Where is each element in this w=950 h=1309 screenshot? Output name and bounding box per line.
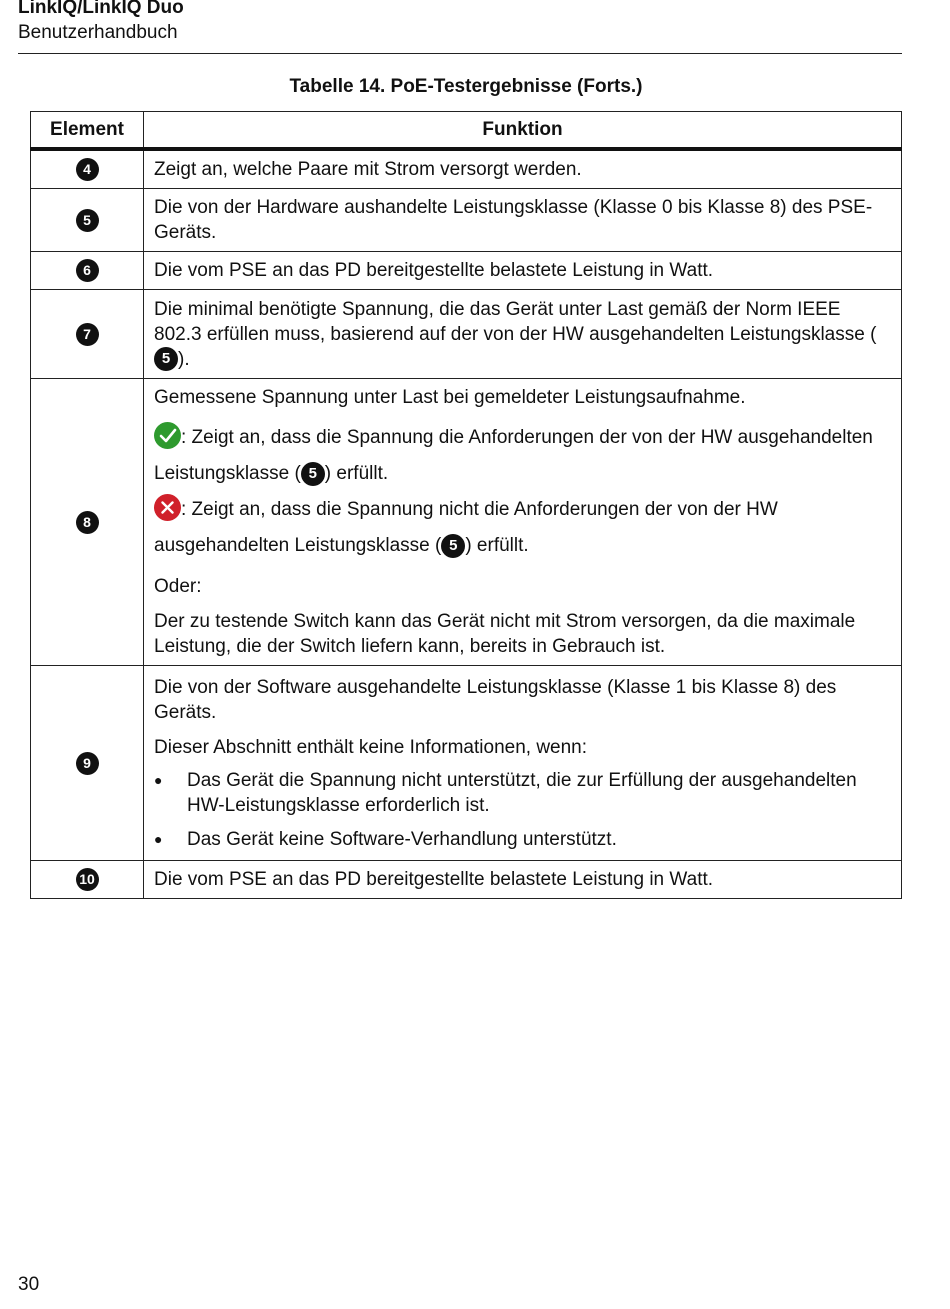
table-row (31, 252, 902, 290)
column-header-funktion: Funktion (144, 112, 902, 150)
element-cell (31, 379, 144, 666)
document-title: LinkIQ/LinkIQ Duo (18, 0, 184, 18)
element-cell (31, 290, 144, 379)
fail-text: ) erfüllt. (465, 535, 529, 556)
x-circle-icon (154, 494, 181, 521)
function-cell: Die vom PSE an das PD bereitgestellte belastete Leistung in Watt. (144, 252, 902, 290)
table-header-row (31, 112, 902, 150)
poe-results-table (30, 111, 902, 899)
pass-text: ) erfüllt. (324, 463, 389, 484)
table-caption: Tabelle 14. PoE-Testergebnisse (Forts.) (289, 76, 643, 97)
check-circle-icon (154, 422, 181, 449)
list-item: ● Das Gerät keine Software-Verhandlung unterstützt. (154, 827, 893, 852)
function-paragraph: Oder: (154, 576, 202, 597)
element-number-badge: 6 (76, 259, 99, 282)
list-item: ● Das Gerät die Spannung nicht unterstützt, die zur Erfüllung der ausgehandelten HW-Leistungsklasse erforderlich ist. (154, 768, 893, 818)
element-number-badge: 8 (76, 511, 99, 534)
pass-indicator-paragraph (154, 420, 893, 492)
table-row (31, 149, 902, 189)
reference-badge: 5 (301, 462, 325, 486)
function-cell: Zeigt an, welche Paare mit Strom versorgt werden. (144, 149, 902, 189)
table-row (31, 379, 902, 666)
function-paragraph: Die von der Software ausgehandelte Leistungsklasse (Klasse 1 bis Klasse 8) des Geräts. (154, 676, 837, 723)
function-cell (144, 379, 902, 666)
header-rule (18, 53, 902, 54)
element-cell (31, 861, 144, 899)
function-paragraph: Gemessene Spannung unter Last bei gemeldeter Leistungsaufnahme. (154, 387, 746, 408)
reference-badge: 5 (154, 347, 178, 371)
reference-badge: 5 (441, 534, 465, 558)
table-row (31, 189, 902, 252)
element-number-badge: 4 (76, 158, 99, 181)
element-number-badge: 7 (76, 323, 99, 346)
table-row (31, 666, 902, 861)
element-number-badge: 5 (76, 209, 99, 232)
element-cell (31, 189, 144, 252)
column-header-element: Element (31, 112, 144, 150)
element-cell (31, 666, 144, 861)
function-text: Die minimal benötigte Spannung, die das Gerät unter Last gemäß der Norm IEEE 802.3 erfüllen muss, basierend auf der von der HW ausgehandelten Leistungsklasse ( (154, 298, 877, 345)
element-number-badge: 9 (76, 752, 99, 775)
function-cell (144, 666, 902, 861)
function-paragraph: Dieser Abschnitt enthält keine Informationen, wenn: (154, 736, 588, 758)
pass-text: : Zeigt an, dass die Spannung die Anforderungen der von der HW ausgehandelten Leistungsklasse ( (154, 427, 873, 484)
table-row (31, 861, 902, 899)
function-cell: Die von der Hardware aushandelte Leistungsklasse (Klasse 0 bis Klasse 8) des PSE-Geräts. (144, 189, 902, 252)
function-cell: Die vom PSE an das PD bereitgestellte belastete Leistung in Watt. (144, 861, 902, 899)
function-cell (144, 290, 902, 379)
element-cell (31, 149, 144, 189)
element-number-badge: 10 (76, 868, 99, 891)
document-subtitle: Benutzerhandbuch (18, 22, 178, 43)
table-row (31, 290, 902, 379)
fail-indicator-paragraph (154, 492, 893, 564)
function-paragraph: Der zu testende Switch kann das Gerät nicht mit Strom versorgen, da die maximale Leistung, die der Switch liefern kann, bereits in Gebrauch ist. (154, 611, 856, 657)
bullet-list (154, 768, 893, 852)
fail-text: : Zeigt an, dass die Spannung nicht die Anforderungen der von der HW ausgehandelten Leistungsklasse ( (154, 499, 778, 556)
page-number: 30 (18, 1274, 40, 1295)
element-cell (31, 252, 144, 290)
function-text: ). (178, 348, 190, 370)
